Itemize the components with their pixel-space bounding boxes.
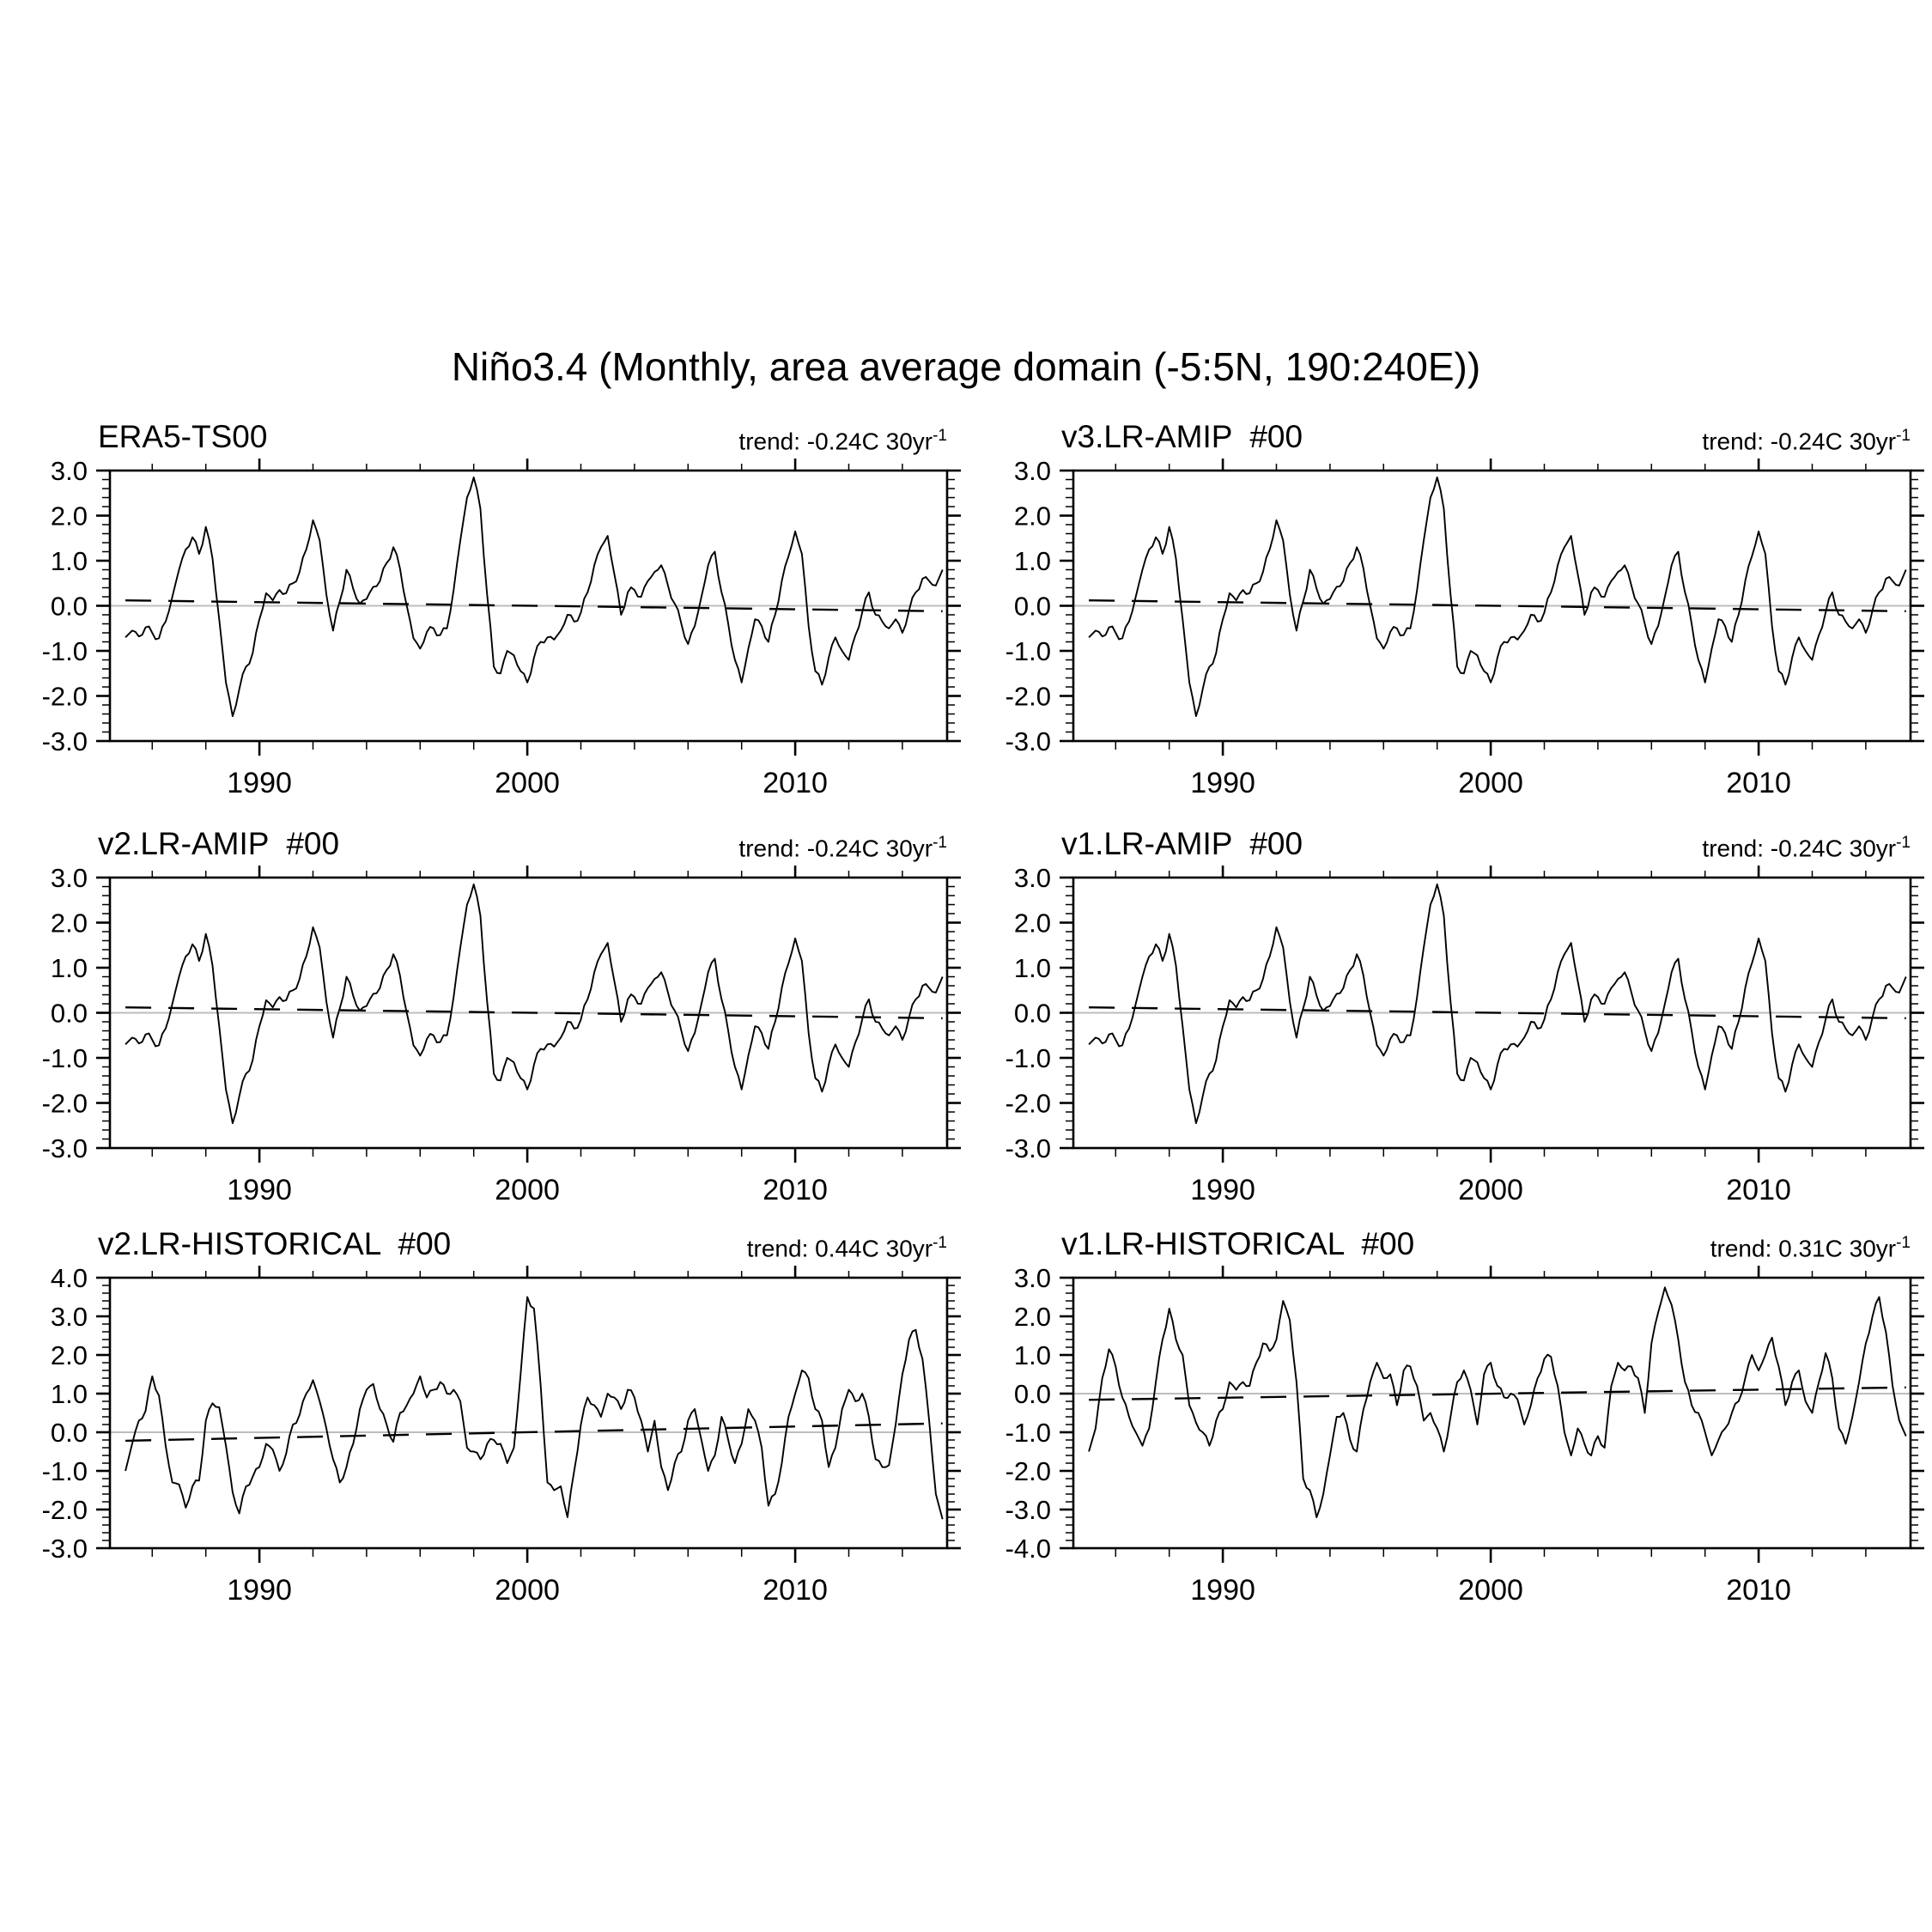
- svg-text:1990: 1990: [227, 1574, 292, 1605]
- trend-exponent: -1: [933, 426, 947, 445]
- svg-text:0.0: 0.0: [50, 998, 88, 1029]
- svg-text:1990: 1990: [1190, 1174, 1255, 1205]
- trend-label: [747, 1234, 947, 1262]
- svg-text:-1.0: -1.0: [1005, 1418, 1051, 1448]
- svg-text:3.0: 3.0: [50, 457, 88, 486]
- svg-text:2.0: 2.0: [50, 908, 88, 939]
- svg-text:1.0: 1.0: [1013, 546, 1051, 576]
- panel-header: [24, 817, 947, 862]
- v1-lr-historical-chart: [987, 1264, 1924, 1605]
- svg-text:-1.0: -1.0: [1005, 1043, 1051, 1073]
- v2-lr-amip-chart: [24, 864, 961, 1205]
- svg-text:2.0: 2.0: [50, 1340, 88, 1370]
- svg-text:1990: 1990: [227, 1174, 292, 1205]
- panel-header: [24, 410, 947, 455]
- svg-text:-1.0: -1.0: [41, 636, 88, 666]
- svg-text:1990: 1990: [1190, 767, 1255, 798]
- svg-text:-1.0: -1.0: [41, 1043, 88, 1073]
- trend-text: trend: -0.24C 30yr: [738, 835, 933, 861]
- trend-text: trend: -0.24C 30yr: [1702, 835, 1897, 861]
- svg-text:-3.0: -3.0: [1005, 1495, 1051, 1525]
- panel-v2-lr-amip: [24, 817, 964, 1205]
- svg-text:-2.0: -2.0: [41, 1495, 88, 1525]
- panel-title: v3.LR-AMIP #00: [1061, 419, 1303, 454]
- v1-lr-amip-chart: [987, 864, 1924, 1205]
- svg-text:0.0: 0.0: [1013, 998, 1051, 1029]
- panel-v3-lr-amip: [987, 410, 1928, 798]
- trend-exponent: -1: [933, 1233, 947, 1252]
- panel-v2-lr-historical: [24, 1218, 964, 1605]
- svg-text:0.0: 0.0: [50, 1418, 88, 1448]
- svg-text:2000: 2000: [495, 1574, 560, 1605]
- panel-title: v2.LR-AMIP #00: [98, 826, 340, 861]
- panel-title: v1.LR-AMIP #00: [1061, 826, 1303, 861]
- svg-text:1.0: 1.0: [1013, 953, 1051, 983]
- svg-text:0.0: 0.0: [50, 591, 88, 622]
- svg-text:0.0: 0.0: [1013, 1379, 1051, 1409]
- svg-text:3.0: 3.0: [1013, 1264, 1051, 1293]
- trend-label: [1702, 834, 1911, 862]
- v3-lr-amip-chart: [987, 457, 1924, 798]
- svg-text:3.0: 3.0: [1013, 457, 1051, 486]
- svg-text:-3.0: -3.0: [41, 1133, 88, 1163]
- svg-text:2000: 2000: [495, 767, 560, 798]
- svg-text:-3.0: -3.0: [41, 1534, 88, 1564]
- svg-text:2000: 2000: [495, 1174, 560, 1205]
- svg-text:-2.0: -2.0: [1005, 1456, 1051, 1486]
- panel-header: [987, 817, 1911, 862]
- svg-text:-2.0: -2.0: [41, 1088, 88, 1119]
- svg-text:3.0: 3.0: [50, 1302, 88, 1332]
- svg-text:-2.0: -2.0: [41, 681, 88, 712]
- svg-text:2.0: 2.0: [1013, 1302, 1051, 1332]
- trend-text: trend: -0.24C 30yr: [738, 428, 933, 454]
- svg-text:2010: 2010: [762, 1574, 828, 1605]
- panel-header: [24, 1218, 947, 1262]
- svg-text:3.0: 3.0: [1013, 864, 1051, 893]
- panel-header: [987, 410, 1911, 455]
- svg-text:1.0: 1.0: [50, 1379, 88, 1409]
- svg-text:-3.0: -3.0: [1005, 1133, 1051, 1163]
- trend-label: [738, 427, 947, 455]
- trend-exponent: -1: [1896, 426, 1911, 445]
- svg-text:-3.0: -3.0: [1005, 726, 1051, 756]
- svg-text:2.0: 2.0: [1013, 501, 1051, 532]
- svg-text:-4.0: -4.0: [1005, 1534, 1051, 1564]
- svg-text:1990: 1990: [1190, 1574, 1255, 1605]
- svg-text:1.0: 1.0: [50, 546, 88, 576]
- trend-text: trend: 0.44C 30yr: [746, 1235, 933, 1261]
- panel-v1-lr-historical: [987, 1218, 1928, 1605]
- svg-text:0.0: 0.0: [1013, 591, 1051, 622]
- svg-text:-1.0: -1.0: [41, 1456, 88, 1486]
- svg-text:3.0: 3.0: [50, 864, 88, 893]
- figure-title: Niño3.4 (Monthly, area average domain (-5:5N, 190:240E)): [451, 344, 1481, 389]
- svg-text:2010: 2010: [1726, 1174, 1791, 1205]
- svg-text:2010: 2010: [762, 767, 828, 798]
- svg-text:-1.0: -1.0: [1005, 636, 1051, 666]
- svg-text:2010: 2010: [1726, 1574, 1791, 1605]
- svg-text:-2.0: -2.0: [1005, 1088, 1051, 1119]
- trend-label: [1702, 427, 1911, 455]
- svg-text:2010: 2010: [762, 1174, 828, 1205]
- trend-exponent: -1: [1896, 1233, 1911, 1252]
- trend-text: trend: 0.31C 30yr: [1710, 1235, 1897, 1261]
- trend-exponent: -1: [933, 833, 947, 852]
- panel-title: v2.LR-HISTORICAL #00: [98, 1226, 452, 1261]
- trend-exponent: -1: [1896, 833, 1911, 852]
- panel-header: [987, 1218, 1911, 1262]
- panel-era5-ts00: [24, 410, 964, 798]
- v2-lr-historical-chart: [24, 1264, 961, 1605]
- panel-title: v1.LR-HISTORICAL #00: [1061, 1226, 1415, 1261]
- svg-text:2000: 2000: [1458, 1574, 1523, 1605]
- svg-text:2000: 2000: [1458, 1174, 1523, 1205]
- panel-title: ERA5-TS00: [98, 419, 268, 454]
- svg-text:2.0: 2.0: [1013, 908, 1051, 939]
- svg-text:2.0: 2.0: [50, 501, 88, 532]
- svg-text:4.0: 4.0: [50, 1264, 88, 1293]
- svg-text:-3.0: -3.0: [41, 726, 88, 756]
- svg-text:1990: 1990: [227, 767, 292, 798]
- era5-ts00-chart: [24, 457, 961, 798]
- svg-text:2010: 2010: [1726, 767, 1791, 798]
- svg-text:-2.0: -2.0: [1005, 681, 1051, 712]
- trend-label: [738, 834, 947, 862]
- panel-v1-lr-amip: [987, 817, 1928, 1205]
- trend-text: trend: -0.24C 30yr: [1702, 428, 1897, 454]
- svg-text:1.0: 1.0: [1013, 1340, 1051, 1370]
- svg-text:1.0: 1.0: [50, 953, 88, 983]
- trend-label: [1710, 1234, 1911, 1262]
- svg-text:2000: 2000: [1458, 767, 1523, 798]
